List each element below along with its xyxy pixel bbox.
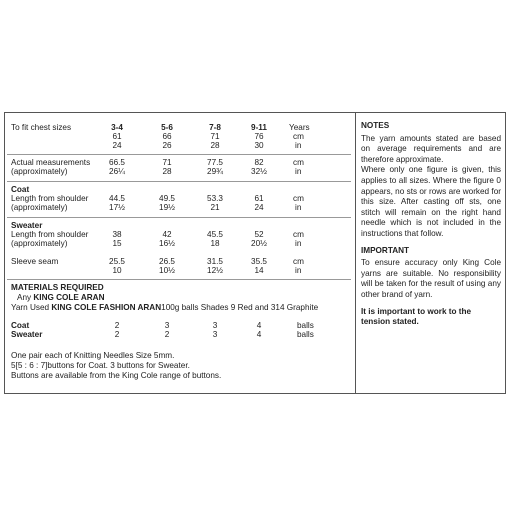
size-col-1: 3-4 bbox=[111, 123, 123, 132]
chest-cm-3: 71 bbox=[210, 132, 220, 141]
size-col-2: 5-6 bbox=[161, 123, 173, 132]
coat-in-1: 17½ bbox=[109, 203, 125, 212]
coat-balls-4: 4 bbox=[256, 321, 262, 330]
sweater-in-1: 15 bbox=[112, 239, 122, 248]
coat-balls-label: Coat bbox=[11, 321, 30, 330]
sweater-balls-1: 2 bbox=[114, 330, 120, 339]
in-unit: in bbox=[295, 239, 302, 248]
rule bbox=[7, 181, 351, 182]
coat-in-2: 19½ bbox=[159, 203, 175, 212]
sweater-approx-label: (approximately) bbox=[11, 239, 68, 248]
balls-unit: balls bbox=[297, 321, 314, 330]
cm-unit: cm bbox=[293, 230, 304, 239]
chest-in-3: 28 bbox=[210, 141, 220, 150]
notes-paragraph-2: Where only one figure is given, this applies to all sizes. Where the figure 0 appears, no sts or rows are worked for this size. After casting off sts, one stitch will remain on the right hand needle which is not included in the instructions that follow. bbox=[361, 165, 501, 238]
column-divider bbox=[355, 113, 356, 393]
sweater-cm-1: 38 bbox=[112, 230, 122, 239]
chest-in-4: 30 bbox=[254, 141, 264, 150]
buttons-available-line: Buttons are available from the King Cole range of buttons. bbox=[11, 371, 222, 380]
notes-heading: NOTES bbox=[361, 121, 390, 130]
cm-unit: cm bbox=[293, 158, 304, 167]
chest-cm-1: 61 bbox=[112, 132, 122, 141]
in-unit: in bbox=[295, 167, 302, 176]
sleeve-in-1: 10 bbox=[112, 266, 122, 275]
rule bbox=[7, 217, 351, 218]
coat-length-label: Length from shoulder bbox=[11, 194, 89, 203]
sweater-in-3: 18 bbox=[210, 239, 220, 248]
chest-in-1: 24 bbox=[112, 141, 122, 150]
chest-cm-2: 66 bbox=[162, 132, 172, 141]
coat-heading: Coat bbox=[11, 185, 30, 194]
any-yarn-line: Any KING COLE ARAN bbox=[17, 293, 105, 302]
coat-cm-1: 44.5 bbox=[109, 194, 125, 203]
sweater-in-4: 20½ bbox=[251, 239, 267, 248]
coat-balls-2: 3 bbox=[164, 321, 170, 330]
cm-unit: cm bbox=[293, 194, 304, 203]
coat-approx-label: (approximately) bbox=[11, 203, 68, 212]
in-unit: in bbox=[295, 141, 302, 150]
cm-unit: cm bbox=[293, 257, 304, 266]
sweater-balls-3: 3 bbox=[212, 330, 218, 339]
actual-in-2: 28 bbox=[162, 167, 172, 176]
coat-balls-1: 2 bbox=[114, 321, 120, 330]
coat-cm-2: 49.5 bbox=[159, 194, 175, 203]
rule bbox=[7, 279, 351, 280]
actual-cm-4: 82 bbox=[254, 158, 264, 167]
actual-label: Actual measurements bbox=[11, 158, 91, 167]
buttons-line: 5[5 : 6 : 7]buttons for Coat. 3 buttons for Sweater. bbox=[11, 361, 190, 370]
sweater-balls-2: 2 bbox=[164, 330, 170, 339]
sweater-cm-4: 52 bbox=[254, 230, 264, 239]
sleeve-in-3: 12½ bbox=[207, 266, 223, 275]
important-paragraph: To ensure accuracy only King Cole yarns are suitable. No responsibility will be taken for the result of using any other brand of yarn. bbox=[361, 258, 501, 299]
needles-line: One pair each of Knitting Needles Size 5mm. bbox=[11, 351, 175, 360]
coat-cm-3: 53.3 bbox=[207, 194, 223, 203]
size-col-4: 9-11 bbox=[251, 123, 267, 132]
actual-in-1: 26¼ bbox=[109, 167, 125, 176]
coat-balls-3: 3 bbox=[212, 321, 218, 330]
sleeve-in-2: 10½ bbox=[159, 266, 175, 275]
years-unit: Years bbox=[289, 123, 310, 132]
sleeve-label: Sleeve seam bbox=[11, 257, 59, 266]
actual-cm-2: 71 bbox=[162, 158, 172, 167]
sweater-in-2: 16½ bbox=[159, 239, 175, 248]
sleeve-in-4: 14 bbox=[254, 266, 264, 275]
sleeve-cm-4: 35.5 bbox=[251, 257, 267, 266]
coat-in-3: 21 bbox=[210, 203, 220, 212]
sleeve-cm-2: 26.5 bbox=[159, 257, 175, 266]
sweater-cm-2: 42 bbox=[162, 230, 172, 239]
actual-in-3: 29¾ bbox=[207, 167, 223, 176]
sleeve-cm-1: 25.5 bbox=[109, 257, 125, 266]
coat-cm-4: 61 bbox=[254, 194, 264, 203]
yarn-used-line: Yarn Used KING COLE FASHION ARAN100g balls Shades 9 Red and 314 Graphite bbox=[11, 303, 319, 312]
actual-cm-1: 66.5 bbox=[109, 158, 125, 167]
chest-in-2: 26 bbox=[162, 141, 172, 150]
rule bbox=[7, 154, 351, 155]
notes-paragraph-1: The yarn amounts stated are based on average requirements and are therefore approximate. bbox=[361, 133, 501, 164]
sweater-heading: Sweater bbox=[11, 221, 43, 230]
actual-in-4: 32½ bbox=[251, 167, 267, 176]
chest-cm-4: 76 bbox=[254, 132, 264, 141]
sweater-length-label: Length from shoulder bbox=[11, 230, 89, 239]
pattern-info-box bbox=[4, 112, 506, 394]
cm-unit: cm bbox=[293, 132, 304, 141]
notes-panel bbox=[361, 121, 501, 328]
sweater-balls-4: 4 bbox=[256, 330, 262, 339]
in-unit: in bbox=[295, 203, 302, 212]
sweater-balls-label: Sweater bbox=[11, 330, 43, 339]
balls-unit: balls bbox=[297, 330, 314, 339]
sweater-cm-3: 45.5 bbox=[207, 230, 223, 239]
in-unit: in bbox=[295, 266, 302, 275]
coat-in-4: 24 bbox=[254, 203, 264, 212]
important-heading: IMPORTANT bbox=[361, 245, 410, 255]
size-col-3: 7-8 bbox=[209, 123, 221, 132]
chest-sizes-label: To fit chest sizes bbox=[11, 123, 72, 132]
materials-heading: MATERIALS REQUIRED bbox=[11, 283, 104, 292]
sleeve-cm-3: 31.5 bbox=[207, 257, 223, 266]
actual-approx-label: (approximately) bbox=[11, 167, 68, 176]
tension-note: It is important to work to the tension stated. bbox=[361, 306, 472, 327]
actual-cm-3: 77.5 bbox=[207, 158, 223, 167]
